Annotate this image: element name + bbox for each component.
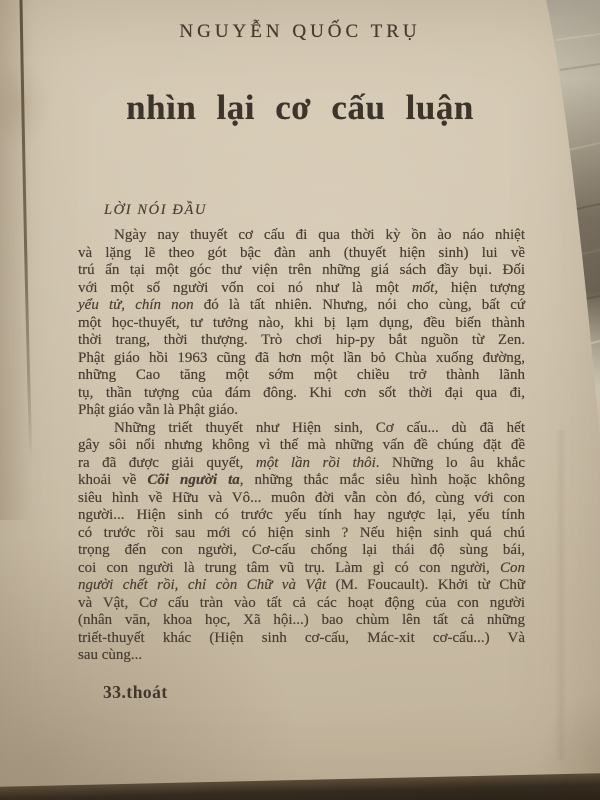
body-text-segment: coi con người là trung tâm vũ trụ. Làm gì có con người, [78, 559, 500, 576]
body-text-segment: trọng đến con người, Cơ-cấu chống lại thái độ sùng bái, [78, 542, 525, 558]
body-text-segment: những Cao tăng một sớm một chiều trở thành lãnh [78, 367, 525, 383]
body-line [78, 332, 525, 350]
body-text-segment: sau cùng... [78, 647, 143, 663]
body-text-segment: . Những lo âu khắc [375, 454, 525, 471]
body-text-segment: một học-thuyết, tư tưởng nào, khi bị lạm dụng, đều biến thành [78, 314, 525, 331]
body-line [78, 577, 525, 595]
body-line [78, 490, 525, 508]
body-text-segment: mốt [411, 279, 435, 296]
body-text-segment: trú ẩn tại một góc thư viện trên những giá sách đầy bụi. Đối [78, 262, 525, 278]
body-text-segment: thời trang, thời thượng. Trò chơi hip-py bắt nguồn từ Zen. [78, 332, 525, 348]
body-line [78, 297, 525, 315]
table-shadow [0, 773, 600, 800]
body-line [78, 420, 525, 438]
author-name: NGUYỄN QUỐC TRỤ [179, 21, 421, 42]
body-line [78, 315, 525, 333]
body-text-segment: triết-thuyết khác (Hiện sinh cơ-cấu, Mác-xit cơ-cấu...) Và [78, 629, 525, 646]
book-fore-edge [538, 0, 600, 440]
body-text-segment: đó là tất nhiên. Nhưng, nói cho cùng, bất cứ [193, 297, 525, 313]
body-text-segment: và lặng lẽ theo gót bậc đàn anh (thuyết hiện sinh) lui về [78, 244, 525, 261]
folio-label: 33.thoát [103, 682, 168, 702]
body-line [78, 437, 525, 455]
body-text-segment: một lần rồi thôi [255, 454, 376, 471]
body-line [78, 472, 525, 490]
body-text-segment: (nhân văn, khoa học, Xã hội...) bao chùm lên tất cả những [78, 612, 525, 628]
body-text-segment: siêu hình về Hữu và Vô... muôn đời vẫn còn đó, cùng với con [78, 489, 525, 506]
body-text-segment: và Vật, Cơ cấu tràn vào tất cả các hoạt động của con người [78, 594, 525, 611]
body-line [78, 595, 525, 613]
body-line [78, 612, 525, 630]
body-line [78, 542, 525, 560]
body-line [78, 525, 525, 543]
body-line [78, 402, 525, 420]
body-text-segment: có trước rồi sau mới có hiện sinh ? Nếu hiện sinh quá chú [78, 524, 525, 541]
body-line [78, 280, 525, 298]
body-line [78, 507, 525, 525]
body-text [78, 227, 525, 665]
body-line [78, 455, 525, 473]
body-line [78, 367, 525, 385]
body-text-segment: Những triết thuyết như Hiện sinh, Cơ cấu... dù đã hết [114, 419, 525, 436]
body-text-segment: , những thắc mắc siêu hình hoặc không [239, 472, 526, 488]
body-text-segment: , hiện tượng [434, 279, 525, 296]
body-line [78, 630, 525, 648]
body-text-segment: yểu tử, chín non [78, 297, 194, 313]
body-line [78, 227, 525, 245]
body-text-segment: người chết rồi, chỉ còn Chữ và Vật [78, 577, 327, 593]
gutter-crease-line [0, 0, 50, 500]
body-text-segment: người... Hiện sinh có trước yếu tính hay ngược lại, yếu tính [78, 507, 525, 523]
body-text-segment: (M. Foucault). Khởi từ Chữ [326, 577, 525, 593]
page-title: nhìn lại cơ cấu luận [126, 88, 474, 127]
body-line [78, 350, 525, 368]
body-text-segment: Cõi người ta [147, 472, 240, 488]
section-heading: LỜI NÓI ĐẦU [104, 202, 207, 218]
body-text-segment: tụ, thần tượng của đám đông. Khi cơn sốt thời đại qua đi, [78, 384, 525, 401]
body-line [78, 647, 525, 665]
body-text-segment: khoải về [78, 472, 148, 488]
body-line [78, 245, 525, 263]
body-line [78, 262, 525, 280]
body-text-segment: Phật giáo hồi 1963 cũng đã hơn một lần bỏ Chùa xuống đường, [78, 349, 525, 366]
body-text-segment: gây sôi nổi nhưng không vì thế mà những vấn đề chúng đặt đề [78, 437, 525, 453]
body-text-segment: Con [499, 559, 525, 576]
body-line [78, 560, 525, 578]
page-crease-faint [555, 430, 567, 760]
body-line [78, 385, 525, 403]
body-text-segment: ra đã được giải quyết, [78, 454, 256, 471]
body-text-segment: Phật giáo vẫn là Phật giáo. [78, 402, 238, 418]
body-text-segment: Ngày nay thuyết cơ cấu đi qua thời kỳ ồn ào náo nhiệt [114, 227, 525, 243]
body-text-segment: với một số người vốn coi nó như là một [78, 279, 412, 296]
